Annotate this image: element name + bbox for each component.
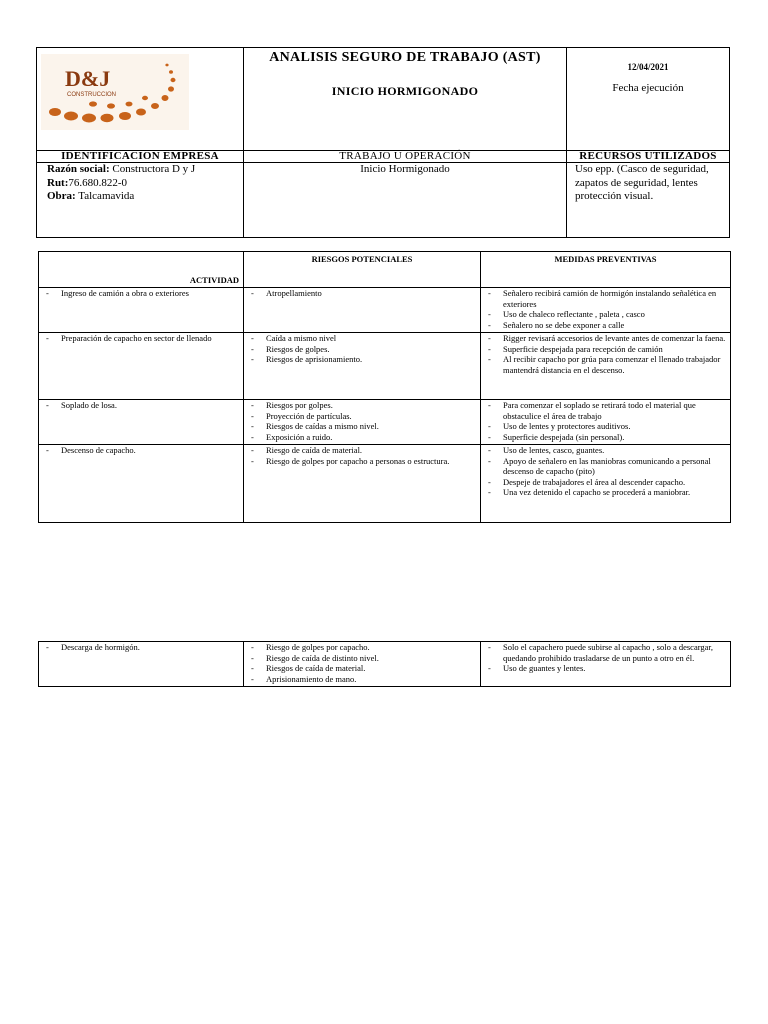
measure-item: - Superficie despejada para recepción de camión [485,344,726,355]
risk-table [38,251,731,523]
risk-item: - Caída a mismo nivel [248,333,476,344]
measure-item: - Uso de chaleco reflectante , paleta , casco [485,309,726,320]
measure-item: - Una vez detenido el capacho se procederá a maniobrar. [485,487,726,498]
table-row [39,288,731,333]
risk-item: - Riesgos de golpes. [248,344,476,355]
execution-date-label: Fecha ejecución [612,82,684,94]
activity: - Soplado de losa. [43,400,239,411]
logo-subtext: CONSTRUCCION [67,92,116,98]
risk-item: - Riesgo de caída de distinto nivel. [248,653,476,664]
risk-item: - Proyección de partículas. [248,411,476,422]
table-row [39,333,731,400]
table-row [39,445,731,523]
measure-item: - Al recibir capacho por grúa para comenzar el llenado trabajador mantendrá distancia en el descenso. [485,354,726,375]
document-title: ANALISIS SEGURO DE TRABAJO (AST) [269,50,541,65]
resources-section-title: RECURSOS UTILIZADOS [567,151,730,163]
risk-item: - Exposición a ruido. [248,432,476,443]
company-logo [41,54,189,130]
logo-text: D&J [65,66,111,91]
measure-item: - Uso de lentes, casco, guantes. [485,445,726,456]
risk-item: - Riesgos por golpes. [248,400,476,411]
measure-item: - Solo el capachero puede subirse al capacho , solo a descargar, quedando prohibido trasladarse de un punto a otro en él. [485,642,726,663]
risk-table-header [39,252,731,288]
resources-value: Uso epp. (Casco de seguridad, zapatos de seguridad, lentes protección visual. [567,163,730,238]
header-table [36,47,730,238]
work-section-title: TRABAJO U OPERACIÓN [244,151,567,163]
razon-value: Constructora D y J [109,163,196,175]
risk-item: - Riesgo de golpes por capacho. [248,642,476,653]
risk-item: - Riesgos de caída de material. [248,663,476,674]
measure-item: - Señalero no se debe exponer a calle [485,320,726,331]
rut-label: Rut: [47,176,69,189]
measure-item: - Superficie despejada (sin personal). [485,432,726,443]
measure-item: - Rigger revisará accesorios de levante antes de comenzar la faena. [485,333,726,344]
risk-item: - Riesgo de caída de material. [248,445,476,456]
work-value: Inicio Hormigonado [244,163,567,238]
risk-table-continued [38,641,731,687]
logo-graphic [41,54,189,130]
document-subtitle: INICIO HORMIGONADO [331,84,479,98]
company-info [37,163,244,238]
measure-item: - Señalero recibirá camión de hormigón instalando señalética en exteriores [485,288,726,309]
rut-value: 76.680.822-0 [68,176,128,189]
measure-item: - Uso de guantes y lentes. [485,663,726,674]
measure-item: - Despeje de trabajadores el área al descender capacho. [485,477,726,488]
table-row [39,400,731,445]
company-section-title: IDENTIFICACION EMPRESA [37,151,244,163]
risk-item: - Riesgo de golpes por capacho a personas o estructura. [248,456,476,467]
risk-item: - Aprisionamiento de mano. [248,674,476,685]
col-activity: ACTIVIDAD [189,274,239,285]
activity: - Descarga de hormigón. [43,642,239,653]
obra-label: Obra: [47,190,76,202]
risk-item: - Riesgos de caídas a mismo nivel. [248,421,476,432]
measure-item: - Apoyo de señalero en las maniobras comunicando a personal descenso de capacho (pito) [485,456,726,477]
measure-item: - Para comenzar el soplado se retirará todo el material que obstaculice el área de trabajo [485,400,726,421]
activity: - Descenso de capacho. [43,445,239,456]
obra-value: Talcamavida [75,190,135,202]
col-risks: RIESGOS POTENCIALES [244,252,481,288]
risk-item: - Riesgos de aprisionamiento. [248,354,476,365]
risk-item: - Atropellamiento [248,288,476,299]
execution-date: 12/04/2021 [627,62,669,72]
razon-label: Razón social: [47,163,110,175]
activity: - Ingreso de camión a obra o exteriores [43,288,239,299]
col-measures: MEDIDAS PREVENTIVAS [481,252,731,288]
activity: - Preparación de capacho en sector de llenado [43,333,239,344]
table-row [39,642,731,687]
measure-item: - Uso de lentes y protectores auditivos. [485,421,726,432]
logo-cell [37,48,244,151]
